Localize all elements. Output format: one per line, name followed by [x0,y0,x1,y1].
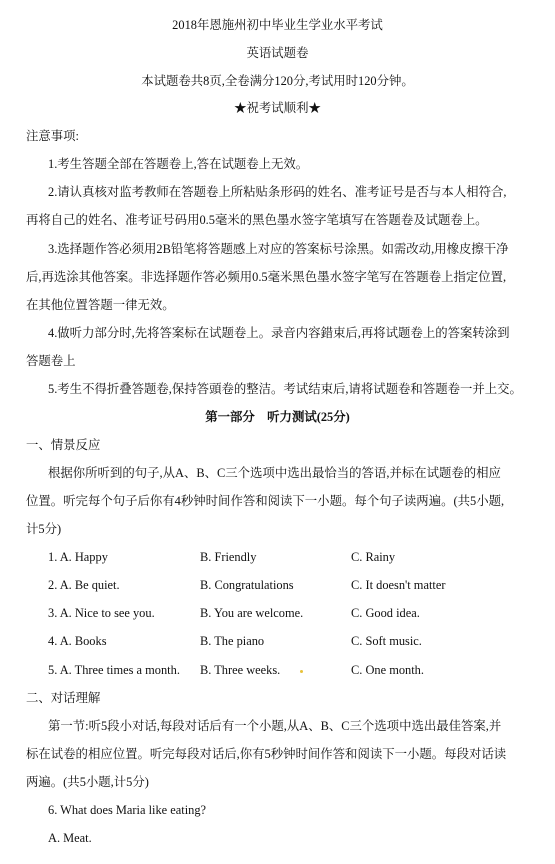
section2-heading: 二、对话理解 [26,691,101,705]
question-option-b: B. You are welcome. [200,606,304,620]
notes-line: 在其他位置答题一律无效。 [26,298,175,312]
notes-line: 1.考生答题全部在答题卷上,答在试题卷上无效。 [48,157,309,171]
notes-line: 3.选择题作答必须用2B铅笔将答题感上对应的答案标号涂黑。如需改动,用橡皮擦干净 [48,242,509,256]
exam-info: 本试题卷共8页,全卷满分120分,考试用时120分钟。 [141,74,414,88]
stray-dot [300,670,303,673]
section2-instruction: 标在试卷的相应位置。听完每段对话后,你有5秒钟时间作答和阅读下一小题。每段对话读 [26,747,507,761]
question-option-b: B. Three weeks. [200,663,281,677]
question-option-b: B. The piano [200,634,265,648]
section2-instruction: 第一节:听5段小对话,每段对话后有一个小题,从A、B、C三个选项中选出最佳答案,并 [48,719,502,733]
exam-wish: ★祝考试顺利★ [234,101,321,115]
notes-line: 4.做听力部分时,先将答案标在试题卷上。录音内容錯束后,再将试题卷上的答案转涂到 [48,326,510,340]
notes-line: 答题卷上 [26,354,76,368]
question-option-c: C. Good idea. [351,606,420,620]
question-option-c: C. It doesn't matter [351,578,446,592]
question-option-b: B. Friendly [200,550,257,564]
exam-subtitle: 英语试题卷 [246,46,309,60]
question-option-a: 3. A. Nice to see you. [48,606,155,620]
question-option-a: 1. A. Happy [48,550,108,564]
section1-instruction: 位置。听完每个句子后你有4秒钟时间作答和阅读下一小题。每个句子读两遍。(共5小题, [26,494,505,508]
part1-heading: 第一部分 听力测试(25分) [205,410,350,424]
question-option-a: 4. A. Books [48,634,107,648]
exam-title: 2018年恩施州初中毕业生学业水平考试 [172,18,383,32]
notes-line: 2.请认真核对监考教师在答题卷上所粘贴条形码的姓名、准考证号是否与本人相符合, [48,185,507,199]
notes-line: 后,再选涂其他答案。非选择题作答必频用0.5毫米黑色墨水签字笔写在答题卷上指定位置, [26,270,507,284]
question-option-b: B. Congratulations [200,578,294,592]
question-option-c: C. One month. [351,663,424,677]
notes-line: 再将自己的姓名、准考证号码用0.5毫米的黑色墨水签字笔填写在答题卷及试题卷上。 [26,213,488,227]
question-6: 6. What does Maria like eating? [48,803,207,817]
question-6-option-a: A. Meat. [48,831,92,845]
question-option-a: 5. A. Three times a month. [48,663,180,677]
section1-instruction: 根据你所听到的句子,从A、B、C三个选项中选出最恰当的答语,并标在试题卷的相应 [48,466,501,480]
section1-instruction: 计5分) [26,522,62,536]
notes-heading: 注意事项: [26,129,80,143]
question-option-c: C. Soft music. [351,634,422,648]
question-option-c: C. Rainy [351,550,396,564]
section2-instruction: 两遍。(共5小题,计5分) [26,775,149,789]
question-option-a: 2. A. Be quiet. [48,578,120,592]
notes-line: 5.考生不得折叠答题卷,保持答頭卷的整洁。考试结束后,请将试题卷和答题卷一并上交。 [48,382,522,396]
section1-heading: 一、情景反应 [26,438,101,452]
